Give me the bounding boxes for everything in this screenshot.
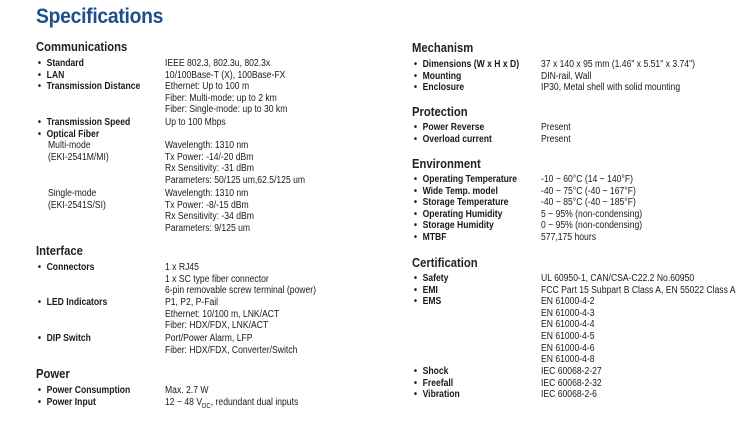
value-line: Ethernet: Up to 100 m — [165, 81, 250, 93]
label-text: Transmission Speed — [46, 117, 131, 128]
label-text: Power Input — [46, 396, 96, 408]
spec-input-value — [165, 397, 298, 413]
label-text: Storage Humidity — [422, 220, 494, 232]
label-text: Standard — [46, 58, 84, 69]
label-text: Operating Temperature — [422, 174, 518, 185]
label-text: LED Indicators — [46, 297, 108, 308]
label-text: Enclosure — [422, 82, 465, 94]
value-line: Fiber: HDX/FDX, LNK/ACT — [165, 320, 269, 332]
value-line: EN 61000-4-2 — [541, 296, 595, 308]
label-text: Dimensions (W x H x D) — [422, 59, 520, 70]
spec-td-values — [165, 81, 287, 116]
label-text: LAN — [46, 69, 65, 81]
value-line: EN 61000-4-8 — [541, 354, 595, 366]
value-line: Fiber: Single-mode: up to 30 km — [165, 104, 288, 116]
page-title: Specifications — [36, 5, 164, 28]
label-text: Connectors — [46, 262, 95, 273]
section-mechanism-heading: Mechanism — [412, 41, 474, 55]
spec-of-label: • Optical Fiber — [38, 128, 100, 140]
spec-led-label: • LED Indicators — [38, 297, 108, 308]
spec-standard-label: • Standard — [38, 58, 84, 69]
spec-td-label: • Transmission Distance — [38, 81, 141, 93]
spec-mm-values — [165, 140, 305, 186]
label-text: Vibration — [422, 389, 460, 401]
section-interface-heading: Interface — [36, 244, 83, 258]
label-text: Shock — [422, 366, 449, 377]
value-line: Port/Power Alarm, LFP — [165, 333, 253, 344]
label-line: Single-mode — [48, 188, 97, 199]
value-subscript: DC — [202, 402, 211, 410]
label-line: Multi-mode — [48, 140, 91, 152]
label-text: Power Reverse — [422, 122, 485, 133]
spec-dip-values — [165, 333, 297, 356]
spec-safety-value: UL 60950-1, CAN/CSA-C22.2 No.60950 — [541, 273, 695, 284]
spec-lan-value: 10/100Base-T (X), 100Base-FX — [165, 69, 286, 81]
label-text: EMI — [422, 284, 438, 296]
label-text: Transmission Distance — [46, 81, 141, 93]
label-text: Optical Fiber — [46, 128, 100, 140]
spec-mounting-label: • Mounting — [414, 70, 462, 82]
value-line: Wavelength: 1310 nm — [165, 188, 249, 199]
spec-overload-value: Present — [541, 133, 571, 145]
spec-sm-values — [165, 188, 254, 234]
value-line: Fiber: HDX/FDX, Converter/Switch — [165, 344, 298, 356]
spec-reverse-value: Present — [541, 122, 571, 133]
value-line: 1 x SC type fiber connector — [165, 273, 269, 285]
spec-shock-label: • Shock — [414, 366, 449, 377]
spec-ts-value: Up to 100 Mbps — [165, 117, 226, 128]
spec-op-hum-label: • Operating Humidity — [414, 208, 503, 220]
label-text: Storage Temperature — [422, 197, 509, 209]
spec-op-temp-label: • Operating Temperature — [414, 174, 518, 185]
value-line: 1 x RJ45 — [165, 262, 199, 273]
spec-safety-label: • Safety — [414, 273, 449, 284]
spec-overload-label: • Overload current — [414, 133, 492, 145]
value-suffix: , redundant dual inputs — [210, 396, 299, 408]
label-text: Wide Temp. model — [422, 185, 498, 197]
value-line: Wavelength: 1310 nm — [165, 140, 249, 152]
value-line: Parameters: 50/125 um,62.5/125 um — [165, 174, 306, 186]
label-text: Freefall — [422, 377, 454, 389]
spec-enclosure-value: IP30, Metal shell with solid mounting — [541, 82, 681, 94]
spec-st-temp-value: -40 ~ 85°C (-40 ~ 185°F) — [541, 197, 636, 209]
spec-led-values — [165, 297, 279, 332]
value-line: EN 61000-4-5 — [541, 330, 595, 342]
value-line: Fiber: Multi-mode: up to 2 km — [165, 92, 277, 104]
spec-emi-label: • EMI — [414, 284, 438, 296]
section-environment-heading: Environment — [412, 157, 481, 171]
spec-wide-temp-label: • Wide Temp. model — [414, 185, 498, 197]
value-line: Ethernet: 10/100 m, LNK/ACT — [165, 308, 280, 320]
spec-st-hum-label: • Storage Humidity — [414, 220, 494, 232]
spec-dip-label: • DIP Switch — [38, 333, 91, 344]
spec-freefall-value: IEC 60068-2-32 — [541, 377, 602, 389]
spec-ems-label: • EMS — [414, 296, 442, 308]
spec-op-temp-value: -10 ~ 60°C (14 ~ 140°F) — [541, 174, 633, 185]
spec-mounting-value: DIN-rail, Wall — [541, 70, 592, 82]
label-text: Overload current — [422, 133, 492, 145]
spec-emi-value: FCC Part 15 Subpart B Class A, EN 55022 Class A — [541, 284, 736, 296]
value-line: 6-pin removable screw terminal (power) — [165, 285, 317, 297]
label-text: Power Consumption — [46, 385, 131, 396]
value-line: Tx Power: -14/-20 dBm — [165, 151, 254, 163]
spec-dimensions-label: • Dimensions (W x H x D) — [414, 59, 520, 70]
spec-reverse-label: • Power Reverse — [414, 122, 485, 133]
section-certification-heading: Certification — [412, 256, 478, 270]
value-line: Rx Sensitivity: -34 dBm — [165, 211, 254, 223]
spec-st-hum-value: 0 ~ 95% (non-condensing) — [541, 220, 643, 232]
spec-st-temp-label: • Storage Temperature — [414, 197, 509, 209]
value-line: EN 61000-4-4 — [541, 319, 595, 331]
spec-mtbf-value: 577,175 hours — [541, 232, 596, 243]
spec-wide-temp-value: -40 ~ 75°C (-40 ~ 167°F) — [541, 185, 636, 197]
spec-dimensions-value: 37 x 140 x 95 mm (1.46" x 5.51" x 3.74") — [541, 59, 696, 70]
spec-standard-value: IEEE 802.3, 802.3u, 802.3x — [165, 58, 271, 69]
spec-input-label: • Power Input — [38, 396, 96, 408]
spec-vibration-label: • Vibration — [414, 389, 460, 401]
spec-sm-label — [48, 188, 106, 211]
label-text: EMS — [422, 296, 442, 308]
spec-connectors-values — [165, 262, 316, 297]
spec-mm-label — [48, 140, 109, 163]
spec-consumption-label: • Power Consumption — [38, 385, 131, 396]
label-text: Mounting — [422, 70, 462, 82]
value-line: EN 61000-4-3 — [541, 307, 595, 319]
label-text: MTBF — [422, 232, 447, 243]
value-line: EN 61000-4-6 — [541, 342, 595, 354]
section-protection-heading: Protection — [412, 105, 468, 119]
spec-shock-value: IEC 60068-2-27 — [541, 366, 602, 377]
section-communications-heading: Communications — [36, 40, 128, 54]
label-text: Safety — [422, 273, 449, 284]
label-text: DIP Switch — [46, 333, 91, 344]
spec-vibration-value: IEC 60068-2-6 — [541, 389, 597, 401]
spec-enclosure-label: • Enclosure — [414, 82, 465, 94]
spec-freefall-label: • Freefall — [414, 377, 454, 389]
value-prefix: 12 ~ 48 V — [165, 396, 203, 408]
spec-op-hum-value: 5 ~ 95% (non-condensing) — [541, 208, 643, 220]
value-line: P1, P2, P-Fail — [165, 297, 219, 308]
spec-lan-label: • LAN — [38, 69, 65, 81]
spec-mtbf-label: • MTBF — [414, 232, 447, 243]
label-line: (EKI-2541S/SI) — [48, 199, 106, 211]
label-text: Operating Humidity — [422, 208, 503, 220]
spec-consumption-value: Max. 2.7 W — [165, 385, 209, 396]
value-line: Rx Sensitivity: -31 dBm — [165, 163, 254, 175]
spec-ems-values — [541, 296, 595, 366]
spec-connectors-label: • Connectors — [38, 262, 95, 273]
value-line: Parameters: 9/125 um — [165, 222, 251, 234]
value-line: Tx Power: -8/-15 dBm — [165, 199, 249, 211]
spec-ts-label: • Transmission Speed — [38, 117, 131, 128]
label-line: (EKI-2541M/MI) — [48, 151, 109, 163]
section-power-heading: Power — [36, 367, 70, 381]
